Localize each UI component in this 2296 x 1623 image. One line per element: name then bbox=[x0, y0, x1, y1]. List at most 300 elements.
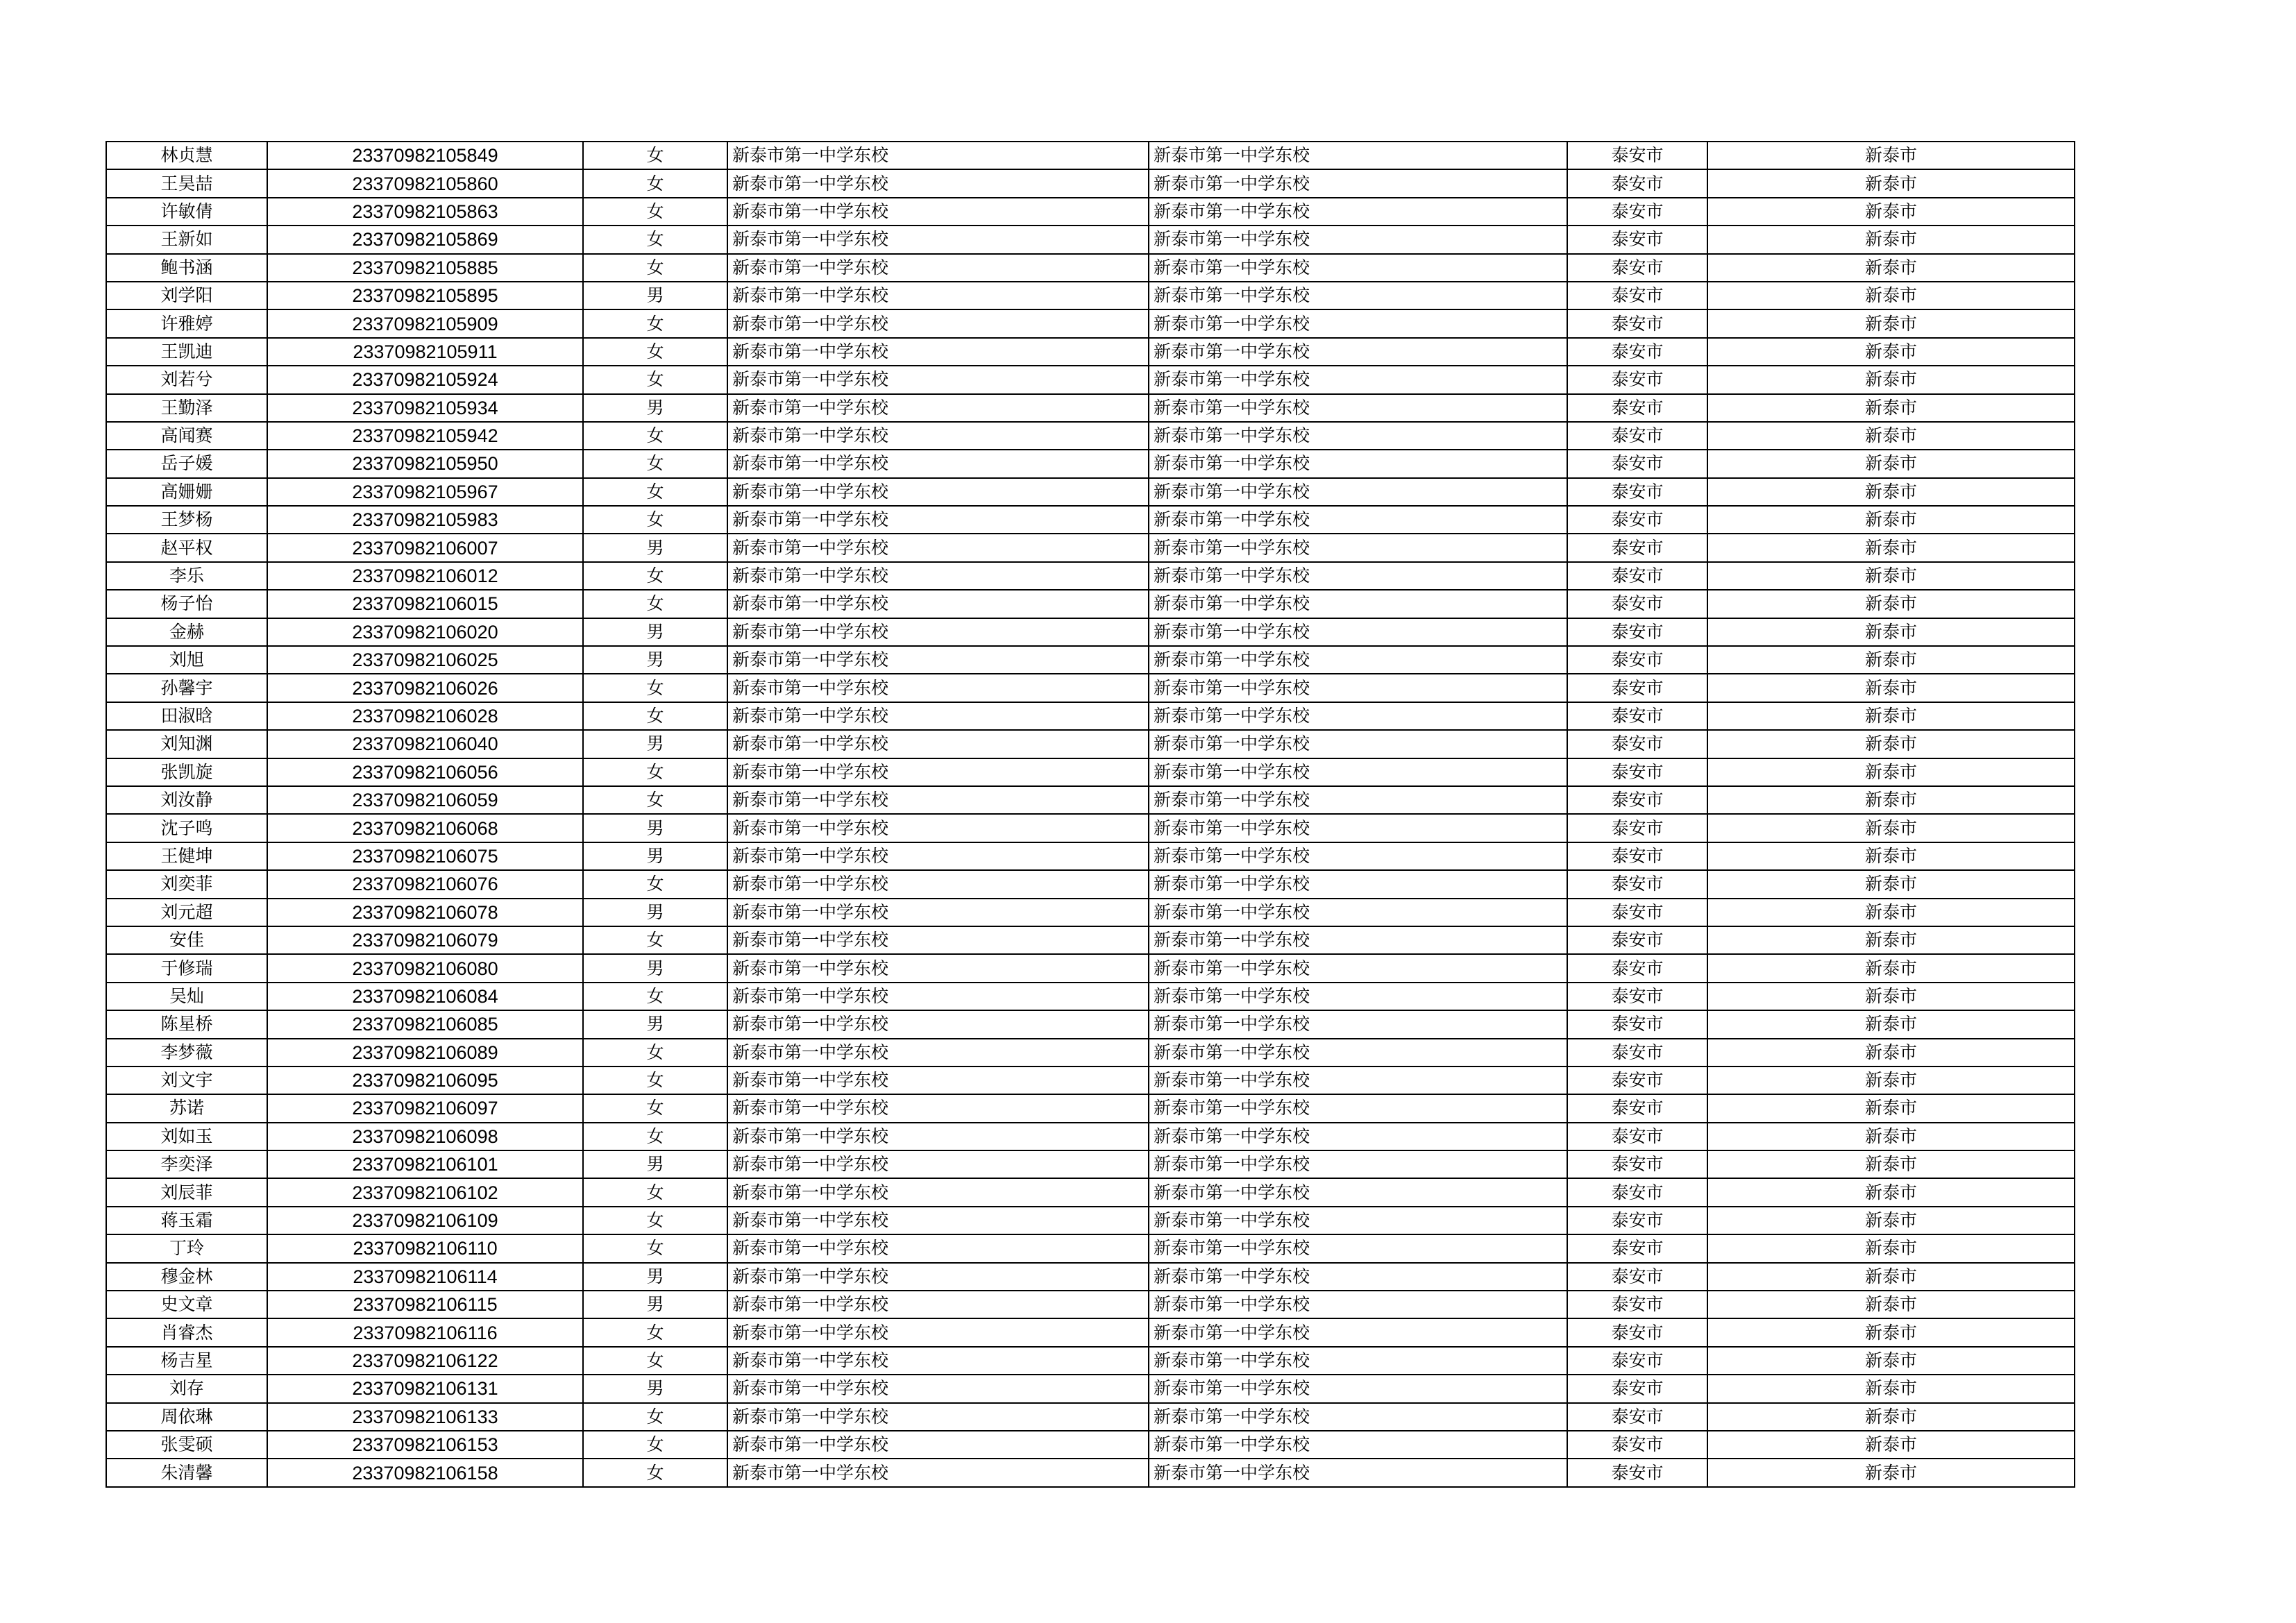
student-name-cell: 王凯迪 bbox=[106, 338, 267, 366]
gender-cell: 女 bbox=[583, 870, 727, 898]
school-cell: 新泰市第一中学东校 bbox=[727, 618, 1149, 646]
exam-site-cell: 新泰市第一中学东校 bbox=[1149, 1234, 1567, 1262]
exam-site-cell: 新泰市第一中学东校 bbox=[1149, 1178, 1567, 1206]
student-name-cell: 刘知渊 bbox=[106, 730, 267, 758]
student-name-cell: 王勤泽 bbox=[106, 394, 267, 422]
school-cell: 新泰市第一中学东校 bbox=[727, 562, 1149, 590]
gender-cell: 女 bbox=[583, 562, 727, 590]
table-row bbox=[106, 1207, 2075, 1234]
city-cell: 泰安市 bbox=[1567, 142, 1707, 169]
table-row bbox=[106, 422, 2075, 450]
county-cell: 新泰市 bbox=[1707, 1459, 2075, 1486]
exam-site-cell: 新泰市第一中学东校 bbox=[1149, 1207, 1567, 1234]
county-cell: 新泰市 bbox=[1707, 1094, 2075, 1122]
school-cell: 新泰市第一中学东校 bbox=[727, 1291, 1149, 1318]
county-cell: 新泰市 bbox=[1707, 309, 2075, 337]
exam-site-cell: 新泰市第一中学东校 bbox=[1149, 1403, 1567, 1431]
student-name-cell: 张凯旋 bbox=[106, 758, 267, 786]
student-name-cell: 田淑晗 bbox=[106, 702, 267, 730]
table-row bbox=[106, 254, 2075, 282]
exam-number-cell: 23370982106153 bbox=[267, 1431, 583, 1459]
student-name-cell: 安佳 bbox=[106, 926, 267, 954]
exam-site-cell: 新泰市第一中学东校 bbox=[1149, 758, 1567, 786]
exam-number-cell: 23370982105942 bbox=[267, 422, 583, 450]
city-cell: 泰安市 bbox=[1567, 730, 1707, 758]
school-cell: 新泰市第一中学东校 bbox=[727, 282, 1149, 309]
student-name-cell: 刘汝静 bbox=[106, 786, 267, 814]
county-cell: 新泰市 bbox=[1707, 338, 2075, 366]
table-row bbox=[106, 1318, 2075, 1346]
school-cell: 新泰市第一中学东校 bbox=[727, 1039, 1149, 1067]
gender-cell: 女 bbox=[583, 1123, 727, 1150]
school-cell: 新泰市第一中学东校 bbox=[727, 674, 1149, 702]
gender-cell: 男 bbox=[583, 1263, 727, 1291]
exam-number-cell: 23370982106097 bbox=[267, 1094, 583, 1122]
gender-cell: 男 bbox=[583, 618, 727, 646]
exam-number-cell: 23370982105950 bbox=[267, 450, 583, 477]
student-name-cell: 王昊喆 bbox=[106, 169, 267, 197]
table-row bbox=[106, 338, 2075, 366]
exam-number-cell: 23370982106015 bbox=[267, 590, 583, 618]
school-cell: 新泰市第一中学东校 bbox=[727, 870, 1149, 898]
exam-site-cell: 新泰市第一中学东校 bbox=[1149, 169, 1567, 197]
school-cell: 新泰市第一中学东校 bbox=[727, 730, 1149, 758]
table-row bbox=[106, 1010, 2075, 1038]
student-name-cell: 沈子鸣 bbox=[106, 814, 267, 842]
county-cell: 新泰市 bbox=[1707, 1207, 2075, 1234]
exam-site-cell: 新泰市第一中学东校 bbox=[1149, 562, 1567, 590]
county-cell: 新泰市 bbox=[1707, 394, 2075, 422]
school-cell: 新泰市第一中学东校 bbox=[727, 1010, 1149, 1038]
table-body bbox=[106, 142, 2075, 1487]
city-cell: 泰安市 bbox=[1567, 394, 1707, 422]
school-cell: 新泰市第一中学东校 bbox=[727, 1150, 1149, 1178]
school-cell: 新泰市第一中学东校 bbox=[727, 842, 1149, 870]
county-cell: 新泰市 bbox=[1707, 169, 2075, 197]
school-cell: 新泰市第一中学东校 bbox=[727, 954, 1149, 982]
exam-number-cell: 23370982106158 bbox=[267, 1459, 583, 1486]
exam-number-cell: 23370982106133 bbox=[267, 1403, 583, 1431]
student-name-cell: 朱清馨 bbox=[106, 1459, 267, 1486]
student-name-cell: 吴灿 bbox=[106, 983, 267, 1010]
student-name-cell: 王健坤 bbox=[106, 842, 267, 870]
table-row bbox=[106, 1039, 2075, 1067]
table-row bbox=[106, 506, 2075, 534]
gender-cell: 女 bbox=[583, 366, 727, 393]
school-cell: 新泰市第一中学东校 bbox=[727, 534, 1149, 561]
city-cell: 泰安市 bbox=[1567, 1375, 1707, 1402]
school-cell: 新泰市第一中学东校 bbox=[727, 338, 1149, 366]
county-cell: 新泰市 bbox=[1707, 814, 2075, 842]
table-row bbox=[106, 1234, 2075, 1262]
table-row bbox=[106, 954, 2075, 982]
city-cell: 泰安市 bbox=[1567, 1431, 1707, 1459]
gender-cell: 女 bbox=[583, 254, 727, 282]
student-name-cell: 穆金林 bbox=[106, 1263, 267, 1291]
gender-cell: 女 bbox=[583, 590, 727, 618]
school-cell: 新泰市第一中学东校 bbox=[727, 1263, 1149, 1291]
school-cell: 新泰市第一中学东校 bbox=[727, 1094, 1149, 1122]
table-row bbox=[106, 169, 2075, 197]
city-cell: 泰安市 bbox=[1567, 422, 1707, 450]
school-cell: 新泰市第一中学东校 bbox=[727, 1375, 1149, 1402]
exam-number-cell: 23370982105885 bbox=[267, 254, 583, 282]
student-name-cell: 刘旭 bbox=[106, 646, 267, 674]
county-cell: 新泰市 bbox=[1707, 366, 2075, 393]
city-cell: 泰安市 bbox=[1567, 758, 1707, 786]
table-row bbox=[106, 534, 2075, 561]
school-cell: 新泰市第一中学东校 bbox=[727, 1431, 1149, 1459]
county-cell: 新泰市 bbox=[1707, 1347, 2075, 1375]
table-row bbox=[106, 842, 2075, 870]
student-name-cell: 苏诺 bbox=[106, 1094, 267, 1122]
gender-cell: 男 bbox=[583, 282, 727, 309]
table-row bbox=[106, 478, 2075, 506]
school-cell: 新泰市第一中学东校 bbox=[727, 702, 1149, 730]
gender-cell: 女 bbox=[583, 450, 727, 477]
exam-site-cell: 新泰市第一中学东校 bbox=[1149, 1459, 1567, 1486]
city-cell: 泰安市 bbox=[1567, 926, 1707, 954]
school-cell: 新泰市第一中学东校 bbox=[727, 1347, 1149, 1375]
county-cell: 新泰市 bbox=[1707, 1234, 2075, 1262]
school-cell: 新泰市第一中学东校 bbox=[727, 450, 1149, 477]
student-name-cell: 王新如 bbox=[106, 226, 267, 253]
exam-number-cell: 23370982106078 bbox=[267, 899, 583, 926]
exam-site-cell: 新泰市第一中学东校 bbox=[1149, 926, 1567, 954]
county-cell: 新泰市 bbox=[1707, 590, 2075, 618]
city-cell: 泰安市 bbox=[1567, 562, 1707, 590]
gender-cell: 女 bbox=[583, 1318, 727, 1346]
table-row bbox=[106, 926, 2075, 954]
student-name-cell: 赵平权 bbox=[106, 534, 267, 561]
exam-number-cell: 23370982106089 bbox=[267, 1039, 583, 1067]
city-cell: 泰安市 bbox=[1567, 1263, 1707, 1291]
school-cell: 新泰市第一中学东校 bbox=[727, 646, 1149, 674]
exam-number-cell: 23370982106028 bbox=[267, 702, 583, 730]
table-row bbox=[106, 198, 2075, 226]
city-cell: 泰安市 bbox=[1567, 1094, 1707, 1122]
student-name-cell: 刘若兮 bbox=[106, 366, 267, 393]
county-cell: 新泰市 bbox=[1707, 1010, 2075, 1038]
student-name-cell: 刘学阳 bbox=[106, 282, 267, 309]
exam-site-cell: 新泰市第一中学东校 bbox=[1149, 1263, 1567, 1291]
school-cell: 新泰市第一中学东校 bbox=[727, 983, 1149, 1010]
student-name-cell: 刘元超 bbox=[106, 899, 267, 926]
gender-cell: 男 bbox=[583, 646, 727, 674]
exam-site-cell: 新泰市第一中学东校 bbox=[1149, 142, 1567, 169]
school-cell: 新泰市第一中学东校 bbox=[727, 478, 1149, 506]
exam-site-cell: 新泰市第一中学东校 bbox=[1149, 338, 1567, 366]
exam-number-cell: 23370982105934 bbox=[267, 394, 583, 422]
exam-number-cell: 23370982106084 bbox=[267, 983, 583, 1010]
student-name-cell: 刘如玉 bbox=[106, 1123, 267, 1150]
county-cell: 新泰市 bbox=[1707, 786, 2075, 814]
exam-site-cell: 新泰市第一中学东校 bbox=[1149, 1375, 1567, 1402]
student-name-cell: 金赫 bbox=[106, 618, 267, 646]
county-cell: 新泰市 bbox=[1707, 282, 2075, 309]
table-row bbox=[106, 646, 2075, 674]
student-name-cell: 李梦薇 bbox=[106, 1039, 267, 1067]
gender-cell: 女 bbox=[583, 1207, 727, 1234]
table-row bbox=[106, 1067, 2075, 1094]
student-name-cell: 于修瑞 bbox=[106, 954, 267, 982]
city-cell: 泰安市 bbox=[1567, 646, 1707, 674]
school-cell: 新泰市第一中学东校 bbox=[727, 506, 1149, 534]
city-cell: 泰安市 bbox=[1567, 309, 1707, 337]
exam-site-cell: 新泰市第一中学东校 bbox=[1149, 870, 1567, 898]
gender-cell: 女 bbox=[583, 478, 727, 506]
exam-number-cell: 23370982106115 bbox=[267, 1291, 583, 1318]
exam-number-cell: 23370982105849 bbox=[267, 142, 583, 169]
school-cell: 新泰市第一中学东校 bbox=[727, 786, 1149, 814]
city-cell: 泰安市 bbox=[1567, 618, 1707, 646]
city-cell: 泰安市 bbox=[1567, 226, 1707, 253]
city-cell: 泰安市 bbox=[1567, 702, 1707, 730]
student-name-cell: 刘辰菲 bbox=[106, 1178, 267, 1206]
exam-site-cell: 新泰市第一中学东校 bbox=[1149, 1067, 1567, 1094]
city-cell: 泰安市 bbox=[1567, 282, 1707, 309]
city-cell: 泰安市 bbox=[1567, 870, 1707, 898]
gender-cell: 女 bbox=[583, 506, 727, 534]
exam-site-cell: 新泰市第一中学东校 bbox=[1149, 1010, 1567, 1038]
exam-number-cell: 23370982106122 bbox=[267, 1347, 583, 1375]
city-cell: 泰安市 bbox=[1567, 198, 1707, 226]
exam-number-cell: 23370982106025 bbox=[267, 646, 583, 674]
county-cell: 新泰市 bbox=[1707, 422, 2075, 450]
student-name-cell: 李奕泽 bbox=[106, 1150, 267, 1178]
gender-cell: 男 bbox=[583, 1150, 727, 1178]
city-cell: 泰安市 bbox=[1567, 1150, 1707, 1178]
gender-cell: 男 bbox=[583, 534, 727, 561]
gender-cell: 女 bbox=[583, 1094, 727, 1122]
city-cell: 泰安市 bbox=[1567, 1123, 1707, 1150]
gender-cell: 男 bbox=[583, 1291, 727, 1318]
exam-number-cell: 23370982106101 bbox=[267, 1150, 583, 1178]
school-cell: 新泰市第一中学东校 bbox=[727, 198, 1149, 226]
gender-cell: 女 bbox=[583, 758, 727, 786]
table-row bbox=[106, 282, 2075, 309]
exam-site-cell: 新泰市第一中学东校 bbox=[1149, 366, 1567, 393]
gender-cell: 男 bbox=[583, 1010, 727, 1038]
city-cell: 泰安市 bbox=[1567, 478, 1707, 506]
exam-number-cell: 23370982105869 bbox=[267, 226, 583, 253]
exam-number-cell: 23370982105967 bbox=[267, 478, 583, 506]
gender-cell: 女 bbox=[583, 1431, 727, 1459]
table-row bbox=[106, 450, 2075, 477]
exam-site-cell: 新泰市第一中学东校 bbox=[1149, 1123, 1567, 1150]
county-cell: 新泰市 bbox=[1707, 1291, 2075, 1318]
county-cell: 新泰市 bbox=[1707, 198, 2075, 226]
county-cell: 新泰市 bbox=[1707, 954, 2075, 982]
exam-site-cell: 新泰市第一中学东校 bbox=[1149, 1318, 1567, 1346]
exam-site-cell: 新泰市第一中学东校 bbox=[1149, 422, 1567, 450]
county-cell: 新泰市 bbox=[1707, 226, 2075, 253]
exam-site-cell: 新泰市第一中学东校 bbox=[1149, 590, 1567, 618]
county-cell: 新泰市 bbox=[1707, 142, 2075, 169]
exam-number-cell: 23370982106116 bbox=[267, 1318, 583, 1346]
gender-cell: 男 bbox=[583, 954, 727, 982]
student-name-cell: 刘文宇 bbox=[106, 1067, 267, 1094]
city-cell: 泰安市 bbox=[1567, 1178, 1707, 1206]
exam-site-cell: 新泰市第一中学东校 bbox=[1149, 254, 1567, 282]
student-name-cell: 史文章 bbox=[106, 1291, 267, 1318]
exam-number-cell: 23370982106075 bbox=[267, 842, 583, 870]
table-row bbox=[106, 1291, 2075, 1318]
exam-site-cell: 新泰市第一中学东校 bbox=[1149, 618, 1567, 646]
gender-cell: 女 bbox=[583, 1067, 727, 1094]
school-cell: 新泰市第一中学东校 bbox=[727, 899, 1149, 926]
exam-number-cell: 23370982105909 bbox=[267, 309, 583, 337]
gender-cell: 女 bbox=[583, 1178, 727, 1206]
city-cell: 泰安市 bbox=[1567, 842, 1707, 870]
student-name-cell: 高闻赛 bbox=[106, 422, 267, 450]
school-cell: 新泰市第一中学东校 bbox=[727, 422, 1149, 450]
city-cell: 泰安市 bbox=[1567, 534, 1707, 561]
table-row bbox=[106, 814, 2075, 842]
student-name-cell: 高姗姗 bbox=[106, 478, 267, 506]
exam-number-cell: 23370982106095 bbox=[267, 1067, 583, 1094]
city-cell: 泰安市 bbox=[1567, 1039, 1707, 1067]
school-cell: 新泰市第一中学东校 bbox=[727, 1403, 1149, 1431]
school-cell: 新泰市第一中学东校 bbox=[727, 1234, 1149, 1262]
table-row bbox=[106, 1263, 2075, 1291]
table-row bbox=[106, 309, 2075, 337]
student-name-cell: 林贞慧 bbox=[106, 142, 267, 169]
gender-cell: 男 bbox=[583, 814, 727, 842]
gender-cell: 男 bbox=[583, 394, 727, 422]
table-row bbox=[106, 366, 2075, 393]
school-cell: 新泰市第一中学东校 bbox=[727, 394, 1149, 422]
table-row bbox=[106, 226, 2075, 253]
table-row bbox=[106, 730, 2075, 758]
school-cell: 新泰市第一中学东校 bbox=[727, 309, 1149, 337]
table-row bbox=[106, 590, 2075, 618]
table-row bbox=[106, 1178, 2075, 1206]
exam-site-cell: 新泰市第一中学东校 bbox=[1149, 1347, 1567, 1375]
exam-site-cell: 新泰市第一中学东校 bbox=[1149, 1094, 1567, 1122]
exam-number-cell: 23370982106020 bbox=[267, 618, 583, 646]
exam-number-cell: 23370982106114 bbox=[267, 1263, 583, 1291]
school-cell: 新泰市第一中学东校 bbox=[727, 142, 1149, 169]
exam-number-cell: 23370982106040 bbox=[267, 730, 583, 758]
exam-number-cell: 23370982106131 bbox=[267, 1375, 583, 1402]
county-cell: 新泰市 bbox=[1707, 1263, 2075, 1291]
exam-number-cell: 23370982106007 bbox=[267, 534, 583, 561]
student-name-cell: 杨子怡 bbox=[106, 590, 267, 618]
student-name-cell: 张雯硕 bbox=[106, 1431, 267, 1459]
table-row bbox=[106, 394, 2075, 422]
city-cell: 泰安市 bbox=[1567, 1207, 1707, 1234]
county-cell: 新泰市 bbox=[1707, 618, 2075, 646]
school-cell: 新泰市第一中学东校 bbox=[727, 1318, 1149, 1346]
city-cell: 泰安市 bbox=[1567, 1318, 1707, 1346]
school-cell: 新泰市第一中学东校 bbox=[727, 366, 1149, 393]
student-name-cell: 鲍书涵 bbox=[106, 254, 267, 282]
city-cell: 泰安市 bbox=[1567, 506, 1707, 534]
table-row bbox=[106, 1375, 2075, 1402]
table-row bbox=[106, 142, 2075, 169]
school-cell: 新泰市第一中学东校 bbox=[727, 254, 1149, 282]
gender-cell: 女 bbox=[583, 786, 727, 814]
exam-site-cell: 新泰市第一中学东校 bbox=[1149, 674, 1567, 702]
gender-cell: 女 bbox=[583, 926, 727, 954]
county-cell: 新泰市 bbox=[1707, 842, 2075, 870]
exam-site-cell: 新泰市第一中学东校 bbox=[1149, 198, 1567, 226]
county-cell: 新泰市 bbox=[1707, 758, 2075, 786]
exam-number-cell: 23370982106080 bbox=[267, 954, 583, 982]
exam-number-cell: 23370982106098 bbox=[267, 1123, 583, 1150]
exam-number-cell: 23370982105911 bbox=[267, 338, 583, 366]
city-cell: 泰安市 bbox=[1567, 1234, 1707, 1262]
exam-site-cell: 新泰市第一中学东校 bbox=[1149, 842, 1567, 870]
exam-number-cell: 23370982105895 bbox=[267, 282, 583, 309]
exam-site-cell: 新泰市第一中学东校 bbox=[1149, 394, 1567, 422]
student-name-cell: 周依琳 bbox=[106, 1403, 267, 1431]
table-row bbox=[106, 870, 2075, 898]
exam-site-cell: 新泰市第一中学东校 bbox=[1149, 534, 1567, 561]
county-cell: 新泰市 bbox=[1707, 702, 2075, 730]
county-cell: 新泰市 bbox=[1707, 534, 2075, 561]
gender-cell: 男 bbox=[583, 730, 727, 758]
exam-site-cell: 新泰市第一中学东校 bbox=[1149, 226, 1567, 253]
school-cell: 新泰市第一中学东校 bbox=[727, 758, 1149, 786]
student-name-cell: 陈星桥 bbox=[106, 1010, 267, 1038]
school-cell: 新泰市第一中学东校 bbox=[727, 169, 1149, 197]
gender-cell: 女 bbox=[583, 1039, 727, 1067]
table-row bbox=[106, 1347, 2075, 1375]
gender-cell: 女 bbox=[583, 702, 727, 730]
county-cell: 新泰市 bbox=[1707, 646, 2075, 674]
county-cell: 新泰市 bbox=[1707, 983, 2075, 1010]
school-cell: 新泰市第一中学东校 bbox=[727, 1123, 1149, 1150]
table-row bbox=[106, 1123, 2075, 1150]
table-row bbox=[106, 899, 2075, 926]
gender-cell: 女 bbox=[583, 1403, 727, 1431]
student-name-cell: 孙馨宇 bbox=[106, 674, 267, 702]
city-cell: 泰安市 bbox=[1567, 1291, 1707, 1318]
county-cell: 新泰市 bbox=[1707, 1375, 2075, 1402]
school-cell: 新泰市第一中学东校 bbox=[727, 226, 1149, 253]
gender-cell: 男 bbox=[583, 842, 727, 870]
table-row bbox=[106, 674, 2075, 702]
table-row bbox=[106, 618, 2075, 646]
exam-number-cell: 23370982106102 bbox=[267, 1178, 583, 1206]
exam-site-cell: 新泰市第一中学东校 bbox=[1149, 282, 1567, 309]
table-row bbox=[106, 1403, 2075, 1431]
city-cell: 泰安市 bbox=[1567, 590, 1707, 618]
city-cell: 泰安市 bbox=[1567, 983, 1707, 1010]
student-name-cell: 许雅婷 bbox=[106, 309, 267, 337]
student-name-cell: 肖睿杰 bbox=[106, 1318, 267, 1346]
exam-site-cell: 新泰市第一中学东校 bbox=[1149, 1150, 1567, 1178]
exam-site-cell: 新泰市第一中学东校 bbox=[1149, 983, 1567, 1010]
city-cell: 泰安市 bbox=[1567, 338, 1707, 366]
gender-cell: 女 bbox=[583, 169, 727, 197]
gender-cell: 女 bbox=[583, 198, 727, 226]
table-row bbox=[106, 1150, 2075, 1178]
county-cell: 新泰市 bbox=[1707, 1431, 2075, 1459]
county-cell: 新泰市 bbox=[1707, 1178, 2075, 1206]
gender-cell: 女 bbox=[583, 1459, 727, 1486]
gender-cell: 女 bbox=[583, 338, 727, 366]
school-cell: 新泰市第一中学东校 bbox=[727, 926, 1149, 954]
exam-number-cell: 23370982106079 bbox=[267, 926, 583, 954]
exam-number-cell: 23370982106068 bbox=[267, 814, 583, 842]
table-row bbox=[106, 786, 2075, 814]
county-cell: 新泰市 bbox=[1707, 1318, 2075, 1346]
city-cell: 泰安市 bbox=[1567, 1010, 1707, 1038]
exam-number-cell: 23370982105860 bbox=[267, 169, 583, 197]
